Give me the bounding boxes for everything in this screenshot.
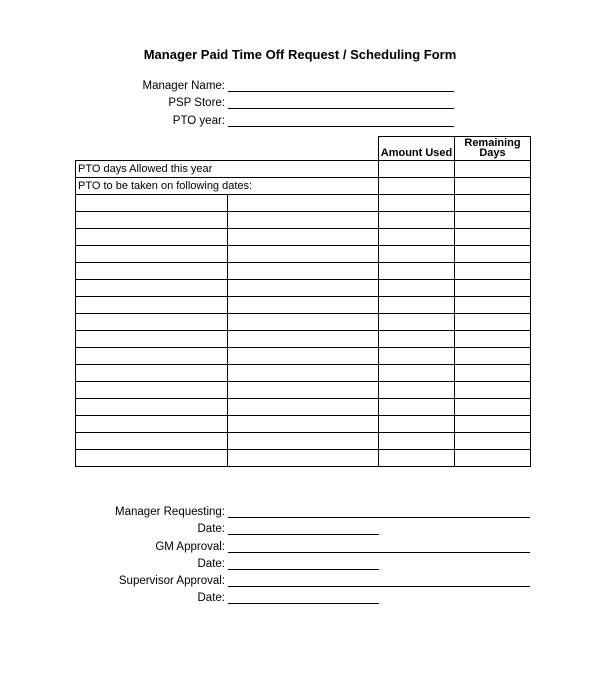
table-row (76, 280, 531, 297)
table-header-row (76, 137, 531, 161)
table-row (76, 297, 531, 314)
amount-cell[interactable] (379, 195, 455, 212)
amount-cell[interactable] (379, 399, 455, 416)
date-input-3[interactable] (228, 603, 379, 604)
date-cell[interactable] (76, 450, 228, 467)
date-cell[interactable] (228, 348, 379, 365)
table-row (76, 314, 531, 331)
date-field-2 (0, 557, 225, 573)
remaining-cell[interactable] (455, 263, 531, 280)
table-row (76, 331, 531, 348)
amount-cell[interactable] (379, 246, 455, 263)
date-cell[interactable] (228, 229, 379, 246)
gm-approval-field (0, 540, 225, 556)
gm-approval-input[interactable] (228, 552, 530, 553)
date-cell[interactable] (76, 433, 228, 450)
table-row (76, 229, 531, 246)
remaining-cell[interactable] (455, 212, 531, 229)
remaining-cell[interactable] (455, 195, 531, 212)
date-cell[interactable] (76, 399, 228, 416)
date-cell[interactable] (76, 348, 228, 365)
manager-name-field (0, 79, 225, 95)
remaining-cell[interactable] (455, 399, 531, 416)
supervisor-approval-label: Supervisor Approval: (118, 575, 225, 587)
form-title: Manager Paid Time Off Request / Scheduling Form (143, 47, 457, 62)
table-row (76, 450, 531, 467)
pto-allowed-amount-cell[interactable] (379, 161, 455, 178)
date-cell[interactable] (228, 382, 379, 399)
table-row (76, 246, 531, 263)
psp-store-input[interactable] (228, 108, 454, 109)
date-cell[interactable] (228, 195, 379, 212)
amount-cell[interactable] (379, 382, 455, 399)
date-cell[interactable] (76, 246, 228, 263)
date-cell[interactable] (76, 280, 228, 297)
manager-name-label: Manager Name: (142, 80, 225, 92)
amount-cell[interactable] (379, 263, 455, 280)
manager-requesting-field (0, 505, 225, 521)
pto-allowed-remaining-cell[interactable] (455, 161, 531, 178)
date-cell[interactable] (76, 229, 228, 246)
manager-requesting-label: Manager Requesting: (115, 506, 225, 518)
date-cell[interactable] (76, 195, 228, 212)
remaining-cell[interactable] (455, 450, 531, 467)
table-row (76, 348, 531, 365)
amount-used-header: Amount Used (379, 137, 455, 161)
manager-requesting-input[interactable] (228, 517, 530, 518)
date-cell[interactable] (228, 297, 379, 314)
table-row (76, 212, 531, 229)
header-blank-cell (76, 137, 228, 161)
amount-cell[interactable] (379, 297, 455, 314)
table-row (76, 433, 531, 450)
psp-store-field (0, 96, 225, 112)
date-label-3: Date: (197, 592, 225, 604)
remaining-days-header (455, 137, 531, 161)
supervisor-approval-input[interactable] (228, 586, 530, 587)
date-cell[interactable] (76, 297, 228, 314)
date-cell[interactable] (76, 416, 228, 433)
date-cell[interactable] (228, 263, 379, 280)
table-row (76, 382, 531, 399)
date-label-1: Date: (197, 523, 225, 535)
date-cell[interactable] (76, 331, 228, 348)
remaining-cell[interactable] (455, 433, 531, 450)
pto-dates-remaining-cell[interactable] (455, 178, 531, 195)
date-cell[interactable] (228, 212, 379, 229)
amount-cell[interactable] (379, 365, 455, 382)
amount-cell[interactable] (379, 280, 455, 297)
date-cell[interactable] (228, 331, 379, 348)
date-cell[interactable] (228, 450, 379, 467)
date-cell[interactable] (228, 365, 379, 382)
remaining-cell[interactable] (455, 382, 531, 399)
pto-dates-label: PTO to be taken on following dates: (76, 178, 379, 195)
table-row (76, 399, 531, 416)
pto-allowed-row (76, 161, 531, 178)
date-input-2[interactable] (228, 569, 379, 570)
remaining-cell[interactable] (455, 297, 531, 314)
remaining-cell[interactable] (455, 348, 531, 365)
date-field-1 (0, 522, 225, 538)
date-cell[interactable] (228, 246, 379, 263)
amount-cell[interactable] (379, 229, 455, 246)
pto-table (75, 136, 531, 467)
amount-cell[interactable] (379, 348, 455, 365)
pto-allowed-label: PTO days Allowed this year (76, 161, 379, 178)
remaining-cell[interactable] (455, 246, 531, 263)
table-row (76, 263, 531, 280)
date-cell[interactable] (228, 314, 379, 331)
psp-store-label: PSP Store: (168, 97, 225, 109)
date-cell[interactable] (76, 365, 228, 382)
remaining-cell[interactable] (455, 280, 531, 297)
amount-cell[interactable] (379, 416, 455, 433)
table-row (76, 195, 531, 212)
pto-year-label: PTO year: (172, 115, 225, 127)
manager-name-input[interactable] (228, 91, 454, 92)
amount-cell[interactable] (379, 331, 455, 348)
date-cell[interactable] (228, 399, 379, 416)
remaining-header-line1: Remaining (464, 137, 521, 149)
pto-dates-amount-cell[interactable] (379, 178, 455, 195)
pto-year-field (0, 114, 225, 130)
amount-cell[interactable] (379, 212, 455, 229)
amount-cell[interactable] (379, 433, 455, 450)
date-field-3 (0, 591, 225, 607)
supervisor-approval-field (0, 574, 225, 590)
date-input-1[interactable] (228, 534, 379, 535)
gm-approval-label: GM Approval: (155, 541, 225, 553)
remaining-cell[interactable] (455, 229, 531, 246)
amount-cell[interactable] (379, 450, 455, 467)
date-cell[interactable] (228, 433, 379, 450)
remaining-cell[interactable] (455, 314, 531, 331)
remaining-cell[interactable] (455, 331, 531, 348)
date-cell[interactable] (76, 314, 228, 331)
table-row (76, 416, 531, 433)
amount-cell[interactable] (379, 314, 455, 331)
table-row (76, 365, 531, 382)
header-blank-cell (228, 137, 379, 161)
date-cell[interactable] (76, 382, 228, 399)
remaining-cell[interactable] (455, 416, 531, 433)
pto-dates-row (76, 178, 531, 195)
remaining-header-line2: Days (479, 147, 506, 159)
date-cell[interactable] (76, 263, 228, 280)
date-cell[interactable] (228, 416, 379, 433)
date-cell[interactable] (76, 212, 228, 229)
date-cell[interactable] (228, 280, 379, 297)
remaining-cell[interactable] (455, 365, 531, 382)
pto-year-input[interactable] (228, 126, 454, 127)
date-label-2: Date: (197, 558, 225, 570)
